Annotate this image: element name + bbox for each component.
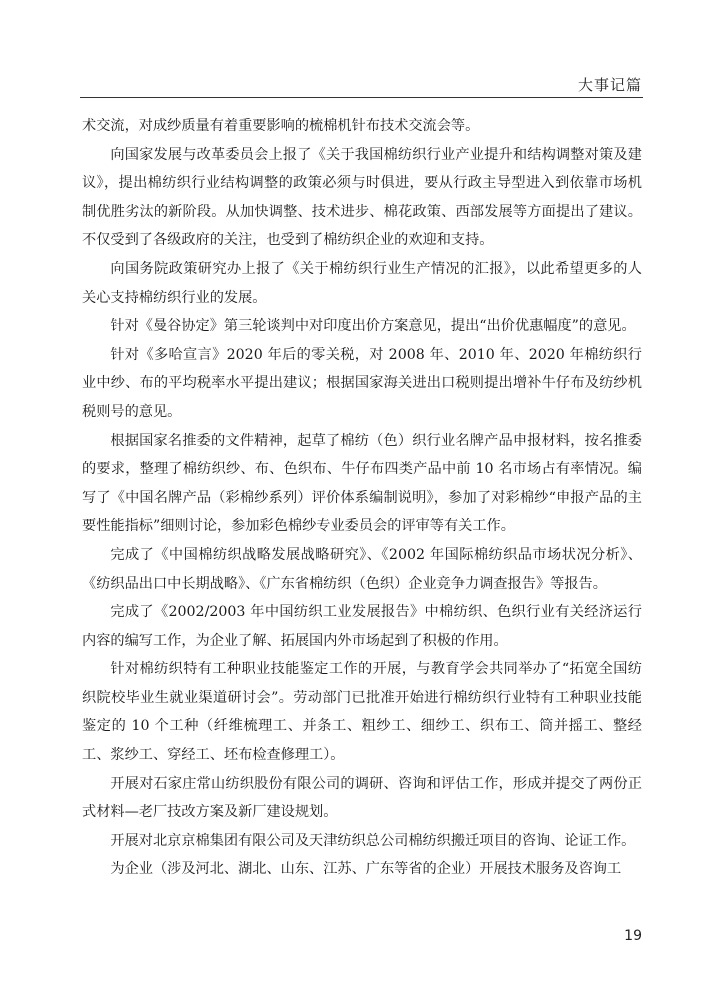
body-text (82, 112, 642, 884)
paragraph: 开展对石家庄常山纺织股份有限公司的调研、咨询和评估工作，形成并提交了两份正式材料—老厂技改方案及新厂建设规划。 (82, 775, 642, 821)
paragraph: 向国务院政策研究办上报了《关于棉纺织行业生产情况的汇报》，以此希望更多的人关心支持棉纺织行业的发展。 (82, 260, 642, 306)
paragraph: 术交流，对成纱质量有着重要影响的梳棉机针布技术交流会等。 (82, 118, 480, 134)
paragraph: 为企业（涉及河北、湖北、山东、江苏、广东等省的企业）开展技术服务及咨询工 (110, 861, 622, 878)
paragraph: 针对《多哈宣言》2020 年后的零关税，对 2008 年、2010 年、2020 年棉纺织行业中纱、布的平均税率水平提出建议；根据国家海关进出口税则提出增补牛仔布及纺纱机税则号的意见。 (82, 346, 642, 420)
page-number: 19 (624, 928, 642, 944)
header-rule (80, 97, 643, 98)
paragraph: 针对《曼谷协定》第三轮谈判中对印度出价方案意见，提出“出价优惠幅度”的意见。 (110, 318, 636, 335)
paragraph: 完成了《2002/2003 年中国纺织工业发展报告》中棉纺织、色织行业有关经济运行内容的编写工作，为企业了解、拓展国内外市场起到了积极的作用。 (82, 604, 642, 649)
paragraph: 根据国家名推委的文件精神，起草了棉纺（色）织行业名牌产品申报材料，按名推委的要求，整理了棉纺织纱、布、色织布、牛仔布四类产品中前 10 名市场占有率情况。编写了《中国名牌产品（彩棉纱系列）评价体系编制说明》，参加了对彩棉纱“申报产品的主要性能指标”细则讨论，参加彩色棉纱专业委员会的评审等有关工作。 (82, 432, 642, 535)
section-title: 大事记篇 (577, 76, 642, 94)
paragraph: 向国家发展与改革委员会上报了《关于我国棉纺织行业产业提升和结构调整对策及建议》，提出棉纺织行业结构调整的政策必须与时俱进，要从行政主导型进入到依靠市场机制优胜劣汰的新阶段。从加快调整、技术进步、棉花政策、西部发展等方面提出了建议。不仅受到了各级政府的关注，也受到了棉纺织企业的欢迎和支持。 (82, 146, 642, 249)
paragraph: 开展对北京京棉集团有限公司及天津纺织总公司棉纺织搬迁项目的咨询、论证工作。 (110, 832, 636, 849)
paragraph: 完成了《中国棉纺织战略发展战略研究》、《2002 年国际棉纺织品市场状况分析》、《纺织品出口中长期战略》、《广东省棉纺织（色织）企业竞争力调查报告》等报告。 (82, 546, 642, 592)
paragraph: 针对棉纺织特有工种职业技能鉴定工作的开展，与教育学会共同举办了“拓宽全国纺织院校毕业生就业渠道研讨会”。劳动部门已批准开始进行棉纺织行业特有工种职业技能鉴定的 10 个工种（纤维梳理工、并条工、粗纱工、细纱工、织布工、筒并摇工、整经工、浆纱工、穿经工、坯布检查修理工）。 (82, 661, 642, 764)
